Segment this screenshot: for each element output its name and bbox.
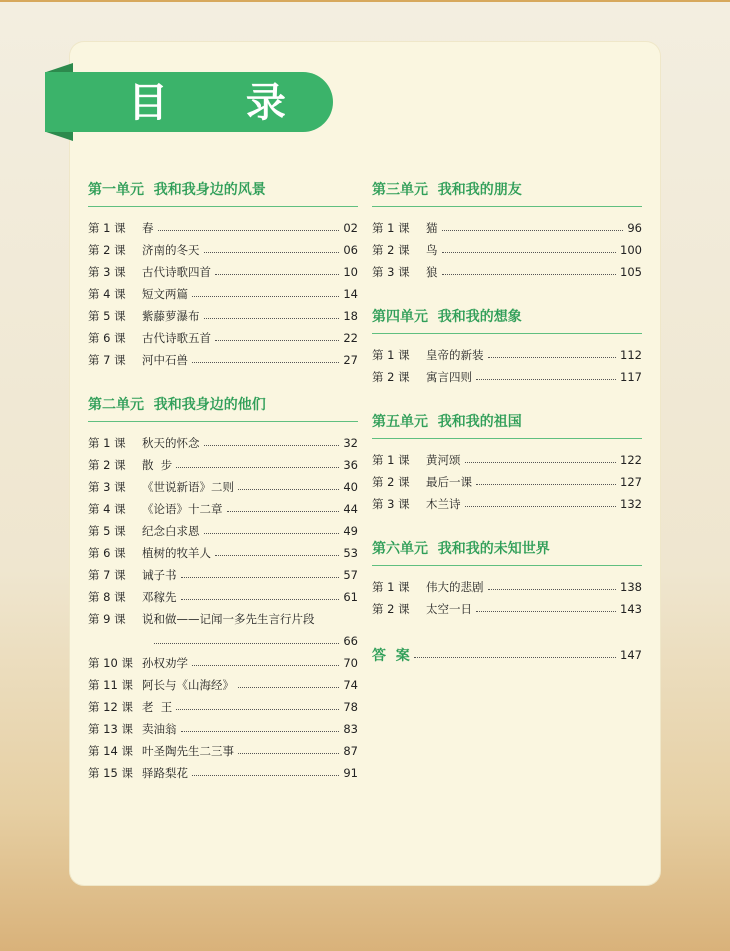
lesson-title: 短文两篇 — [142, 287, 188, 301]
lesson-title: 《论语》十二章 — [142, 502, 223, 516]
top-rule — [0, 0, 730, 2]
lesson-page: 32 — [343, 436, 358, 450]
lesson-page: 96 — [627, 221, 642, 235]
unit-section — [372, 180, 642, 283]
lesson-number: 第 1 课 — [88, 436, 126, 450]
lesson-entry[interactable] — [88, 564, 358, 586]
lesson-entry[interactable] — [88, 261, 358, 283]
lesson-title: 老 王 — [142, 700, 173, 714]
leader-dots — [192, 362, 339, 363]
lesson-title: 河中石兽 — [142, 353, 188, 367]
lesson-number: 第 2 课 — [88, 458, 126, 472]
lesson-number: 第 6 课 — [88, 331, 126, 345]
left-column — [88, 180, 358, 808]
right-column — [372, 180, 642, 666]
lesson-entry[interactable] — [372, 239, 642, 261]
lesson-page: 44 — [343, 502, 358, 516]
leader-dots — [465, 506, 617, 507]
lesson-entry[interactable] — [88, 305, 358, 327]
lesson-entry-continuation[interactable] — [88, 630, 358, 652]
lesson-entry[interactable] — [372, 471, 642, 493]
lesson-number: 第 3 课 — [88, 480, 126, 494]
leader-dots — [238, 489, 339, 490]
leader-dots — [227, 511, 340, 512]
lesson-number: 第 1 课 — [372, 348, 410, 362]
unit-heading: 第四单元 我和我的想象 — [372, 307, 642, 334]
unit-section — [88, 395, 358, 784]
lesson-page: 100 — [620, 243, 642, 257]
lesson-page: 78 — [343, 700, 358, 714]
lesson-page: 83 — [343, 722, 358, 736]
leader-dots — [204, 445, 340, 446]
lesson-page: 117 — [620, 370, 642, 384]
leader-dots — [476, 611, 616, 612]
answers-page: 147 — [620, 648, 642, 662]
lesson-number: 第 1 课 — [372, 453, 410, 467]
lesson-entry[interactable] — [88, 520, 358, 542]
answers-entry[interactable] — [372, 644, 642, 666]
lesson-title: 伟大的悲剧 — [426, 580, 484, 594]
lesson-entry[interactable] — [372, 449, 642, 471]
lesson-entry[interactable] — [88, 498, 358, 520]
lesson-page: 40 — [343, 480, 358, 494]
lesson-number: 第 4 课 — [88, 287, 126, 301]
lesson-entry[interactable] — [88, 283, 358, 305]
lesson-page: 02 — [343, 221, 358, 235]
lesson-title: 卖油翁 — [142, 722, 177, 736]
lesson-page: 27 — [343, 353, 358, 367]
lesson-page: 10 — [343, 265, 358, 279]
lesson-number: 第 6 课 — [88, 546, 126, 560]
leader-dots — [192, 775, 339, 776]
lesson-title: 孙权劝学 — [142, 656, 188, 670]
leader-dots — [476, 484, 616, 485]
lesson-number: 第 15 课 — [88, 766, 133, 780]
lesson-entry[interactable] — [88, 762, 358, 784]
lesson-title: 阿长与《山海经》 — [142, 678, 234, 692]
lesson-number: 第 9 课 — [88, 612, 126, 626]
lesson-entry[interactable] — [88, 454, 358, 476]
leader-dots — [204, 318, 340, 319]
leader-dots — [442, 252, 617, 253]
leader-dots — [204, 252, 340, 253]
lesson-page: 36 — [343, 458, 358, 472]
lesson-number: 第 3 课 — [88, 265, 126, 279]
unit-section — [88, 180, 358, 371]
lesson-page: 18 — [343, 309, 358, 323]
leader-dots — [488, 589, 617, 590]
lesson-title: 秋天的怀念 — [142, 436, 200, 450]
lesson-entry[interactable] — [88, 432, 358, 454]
unit-heading: 第五单元 我和我的祖国 — [372, 412, 642, 439]
unit-heading: 第一单元 我和我身边的风景 — [88, 180, 358, 207]
leader-dots — [488, 357, 617, 358]
lesson-page: 22 — [343, 331, 358, 345]
right-units — [372, 180, 642, 620]
lesson-number: 第 13 课 — [88, 722, 133, 736]
lesson-title: 木兰诗 — [426, 497, 461, 511]
lesson-title: 散 步 — [142, 458, 173, 472]
lesson-number: 第 2 课 — [372, 243, 410, 257]
lesson-entry[interactable] — [88, 674, 358, 696]
lesson-title: 叶圣陶先生二三事 — [142, 744, 234, 758]
lesson-title: 说和做——记闻一多先生言行片段 — [142, 612, 315, 626]
lesson-title: 太空一日 — [426, 602, 472, 616]
leader-dots — [414, 657, 616, 658]
lesson-page: 61 — [343, 590, 358, 604]
lesson-entry[interactable] — [88, 586, 358, 608]
lesson-title: 紫藤萝瀑布 — [142, 309, 200, 323]
unit-section — [372, 412, 642, 515]
answers-label: 答 案 — [372, 648, 410, 664]
leader-dots — [215, 274, 339, 275]
lesson-number: 第 2 课 — [88, 243, 126, 257]
lesson-number: 第 1 课 — [372, 580, 410, 594]
leader-dots — [215, 340, 339, 341]
leader-dots — [442, 230, 624, 231]
lesson-entry[interactable] — [88, 327, 358, 349]
lesson-number: 第 1 课 — [372, 221, 410, 235]
lesson-entry[interactable] — [88, 718, 358, 740]
leader-dots — [192, 665, 339, 666]
lesson-number: 第 8 课 — [88, 590, 126, 604]
unit-heading: 第三单元 我和我的朋友 — [372, 180, 642, 207]
lesson-entry[interactable] — [372, 598, 642, 620]
lesson-entry[interactable] — [372, 576, 642, 598]
lesson-title: 《世说新语》二则 — [142, 480, 234, 494]
lesson-entry[interactable] — [88, 476, 358, 498]
lesson-title: 纪念白求恩 — [142, 524, 200, 538]
lesson-number: 第 2 课 — [372, 602, 410, 616]
lesson-page: 112 — [620, 348, 642, 362]
lesson-entry[interactable] — [88, 349, 358, 371]
leader-dots — [204, 533, 340, 534]
lesson-number: 第 2 课 — [372, 475, 410, 489]
lesson-entry[interactable] — [88, 740, 358, 762]
lesson-page: 87 — [343, 744, 358, 758]
lesson-entry[interactable] — [88, 696, 358, 718]
leader-dots — [181, 731, 340, 732]
lesson-entry[interactable] — [372, 217, 642, 239]
leader-dots — [176, 709, 339, 710]
lesson-title: 植树的牧羊人 — [142, 546, 211, 560]
lesson-number: 第 10 课 — [88, 656, 133, 670]
lesson-title: 皇帝的新装 — [426, 348, 484, 362]
lesson-page: 70 — [343, 656, 358, 670]
lesson-title: 狼 — [426, 265, 438, 279]
lesson-title: 黄河颂 — [426, 453, 461, 467]
unit-section — [372, 539, 642, 620]
lesson-number: 第 11 课 — [88, 678, 133, 692]
leader-dots — [192, 296, 339, 297]
lesson-number: 第 12 课 — [88, 700, 133, 714]
lesson-number: 第 3 课 — [372, 497, 410, 511]
lesson-page: 132 — [620, 497, 642, 511]
lesson-page: 127 — [620, 475, 642, 489]
lesson-title: 邓稼先 — [142, 590, 177, 604]
lesson-page: 105 — [620, 265, 642, 279]
lesson-number: 第 5 课 — [88, 524, 126, 538]
leader-dots — [181, 599, 340, 600]
lesson-page: 06 — [343, 243, 358, 257]
lesson-number: 第 1 课 — [88, 221, 126, 235]
lesson-number: 第 7 课 — [88, 353, 126, 367]
lesson-number: 第 5 课 — [88, 309, 126, 323]
leader-dots — [176, 467, 339, 468]
page-title: 目 录 — [128, 80, 318, 126]
lesson-page: 57 — [343, 568, 358, 582]
unit-heading: 第二单元 我和我身边的他们 — [88, 395, 358, 422]
lesson-page: 66 — [343, 634, 358, 648]
leader-dots — [465, 462, 617, 463]
lesson-entry[interactable] — [372, 344, 642, 366]
lesson-entry[interactable] — [372, 493, 642, 515]
leader-dots — [238, 753, 339, 754]
lesson-page: 14 — [343, 287, 358, 301]
leader-dots — [158, 230, 340, 231]
lesson-page: 53 — [343, 546, 358, 560]
lesson-title: 寓言四则 — [426, 370, 472, 384]
unit-section — [372, 307, 642, 388]
leader-dots — [442, 274, 617, 275]
lesson-number: 第 3 课 — [372, 265, 410, 279]
lesson-page: 122 — [620, 453, 642, 467]
lesson-page: 74 — [343, 678, 358, 692]
leader-dots — [215, 555, 339, 556]
lesson-title: 春 — [142, 221, 154, 235]
lesson-number: 第 7 课 — [88, 568, 126, 582]
lesson-page: 49 — [343, 524, 358, 538]
lesson-entry[interactable] — [372, 261, 642, 283]
lesson-title: 最后一课 — [426, 475, 472, 489]
lesson-page: 138 — [620, 580, 642, 594]
lesson-title: 鸟 — [426, 243, 438, 257]
lesson-title: 古代诗歌四首 — [142, 265, 211, 279]
lesson-number: 第 2 课 — [372, 370, 410, 384]
lesson-page: 91 — [343, 766, 358, 780]
lesson-number: 第 4 课 — [88, 502, 126, 516]
lesson-entry[interactable] — [372, 366, 642, 388]
lesson-number: 第 14 课 — [88, 744, 133, 758]
lesson-entry[interactable] — [88, 239, 358, 261]
lesson-title: 济南的冬天 — [142, 243, 200, 257]
lesson-page: 143 — [620, 602, 642, 616]
lesson-title: 猫 — [426, 221, 438, 235]
lesson-title: 驿路梨花 — [142, 766, 188, 780]
lesson-entry[interactable] — [88, 217, 358, 239]
leader-dots — [238, 687, 339, 688]
lesson-entry[interactable] — [88, 608, 358, 630]
leader-dots — [154, 643, 339, 644]
leader-dots — [476, 379, 616, 380]
lesson-title: 古代诗歌五首 — [142, 331, 211, 345]
lesson-entry[interactable] — [88, 542, 358, 564]
lesson-title: 诫子书 — [142, 568, 177, 582]
lesson-entry[interactable] — [88, 652, 358, 674]
unit-heading: 第六单元 我和我的未知世界 — [372, 539, 642, 566]
leader-dots — [181, 577, 340, 578]
